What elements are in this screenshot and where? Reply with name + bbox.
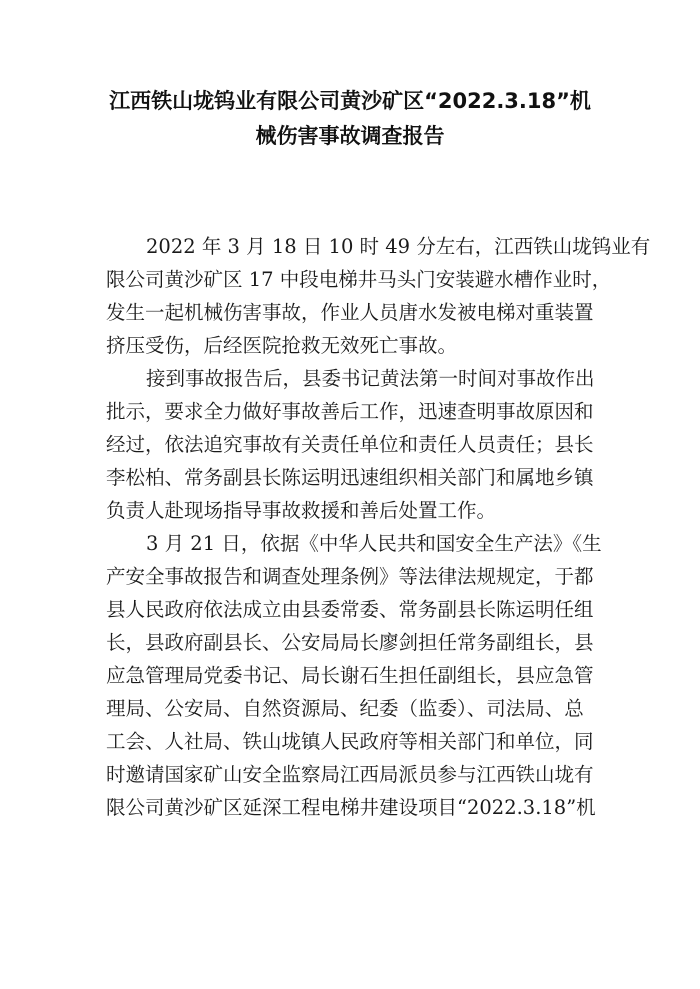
text-line: 挤压受伤，后经医院抢救无效死亡事故。 xyxy=(106,334,458,357)
text-line: 李松柏、常务副县长陈运明迅速组织相关部门和属地乡镇 xyxy=(106,466,594,489)
text-line: 应急管理局党委书记、局长谢石生担任副组长，县应急管 xyxy=(106,664,594,687)
text-line: 县人民政府依法成立由县委常委、常务副县长陈运明任组 xyxy=(106,598,594,621)
report-body xyxy=(106,230,651,824)
text-line: 产安全事故报告和调查处理条例》等法律法规规定，于都 xyxy=(106,565,594,588)
title-line-1: 江西铁山垅钨业有限公司黄沙矿区“2022.3.18”机 xyxy=(109,89,591,113)
text-line: 接到事故报告后，县委书记黄法第一时间对事故作出 xyxy=(146,367,595,390)
text-line: 经过，依法追究事故有关责任单位和责任人员责任；县长 xyxy=(106,433,594,456)
text-line: 时邀请国家矿山安全监察局江西局派员参与江西铁山垅有 xyxy=(106,763,594,786)
text-line: 2022 年 3 月 18 日 10 时 49 分左右，江西铁山垅钨业有 xyxy=(146,235,651,258)
text-line: 长，县政府副县长、公安局局长廖剑担任常务副组长，县 xyxy=(106,631,594,654)
text-line: 工会、人社局、铁山垅镇人民政府等相关部门和单位，同 xyxy=(106,730,594,753)
text-line: 3 月 21 日，依据《中华人民共和国安全生产法》《生 xyxy=(146,532,602,555)
paragraph-2 xyxy=(106,362,596,527)
text-line: 限公司黄沙矿区 17 中段电梯井马头门安装避水槽作业时， xyxy=(106,268,612,291)
text-line: 负责人赴现场指导事故救援和善后处置工作。 xyxy=(106,499,497,522)
report-title xyxy=(100,84,600,154)
paragraph-1 xyxy=(106,230,651,362)
paragraph-3 xyxy=(106,527,602,824)
text-line: 批示，要求全力做好事故善后工作，迅速查明事故原因和 xyxy=(106,400,594,423)
text-line: 限公司黄沙矿区延深工程电梯井建设项目“2022.3.18”机 xyxy=(106,796,596,819)
text-line: 理局、公安局、自然资源局、纪委（监委）、司法局、总 xyxy=(106,697,584,720)
title-line-2: 械伤害事故调查报告 xyxy=(255,124,445,148)
text-line: 发生一起机械伤害事故，作业人员唐水发被电梯对重装置 xyxy=(106,301,594,324)
